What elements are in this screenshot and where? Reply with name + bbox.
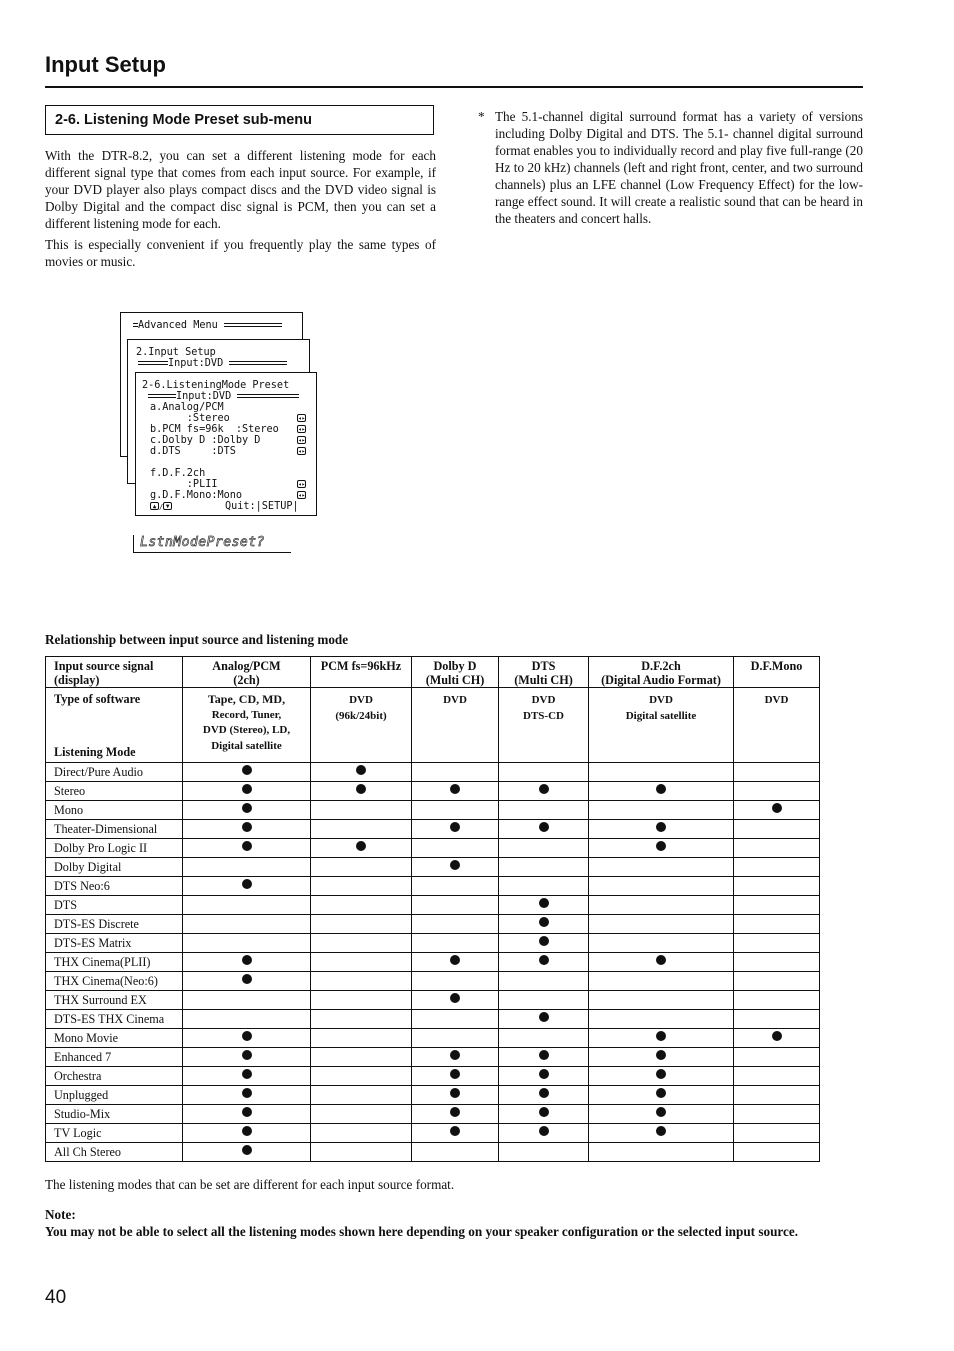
- compatibility-cell: [734, 1086, 820, 1105]
- listening-mode-name: DTS-ES Matrix: [46, 934, 183, 953]
- supported-dot-icon: [772, 1031, 782, 1041]
- supported-dot-icon: [539, 1050, 549, 1060]
- table-heading: Relationship between input source and listening mode: [45, 632, 349, 647]
- compatibility-cell: [499, 820, 589, 839]
- table-row: [46, 972, 820, 991]
- compatibility-cell: [734, 877, 820, 896]
- supported-dot-icon: [450, 1069, 460, 1079]
- listening-mode-name: Stereo: [46, 782, 183, 801]
- compatibility-cell: [183, 877, 311, 896]
- compatibility-cell: [499, 782, 589, 801]
- lcd-display-text: LstnModePreset?: [133, 535, 291, 553]
- supported-dot-icon: [242, 1107, 252, 1117]
- compatibility-cell: [311, 991, 412, 1010]
- osd-line: :Stereo: [150, 413, 230, 424]
- table-row: [46, 953, 820, 972]
- supported-dot-icon: [242, 1126, 252, 1136]
- compatibility-cell: [311, 915, 412, 934]
- listening-mode-name: Orchestra: [46, 1067, 183, 1086]
- compatibility-cell: [499, 896, 589, 915]
- compatibility-cell: [311, 1067, 412, 1086]
- supported-dot-icon: [656, 784, 666, 794]
- compatibility-cell: [589, 839, 734, 858]
- table-row: [46, 1124, 820, 1143]
- osd-line[interactable]: b.PCM fs=96k :Stereo: [150, 424, 279, 435]
- compatibility-cell: [183, 1105, 311, 1124]
- compatibility-cell: [412, 1048, 499, 1067]
- compatibility-cell: [499, 991, 589, 1010]
- left-right-icon: ◂▸: [298, 415, 306, 422]
- osd-menu-listening-mode-preset: 2-6.ListeningMode Preset Input:DVD a.Analog/PCM :Stereo b.PCM fs=96k :Stereo c.Dolby D :Dolby D d.DTS :DTS f.D.F.2ch :PLII g.D.F.Mono:Mono ◂▸ ◂▸ ◂▸ ◂▸ ◂▸ ◂▸ ▲ / ▼ Quit:|SETUP|: [135, 372, 317, 516]
- table-row: [46, 839, 820, 858]
- compatibility-cell: [499, 972, 589, 991]
- compatibility-cell: [499, 1124, 589, 1143]
- supported-dot-icon: [539, 898, 549, 908]
- compatibility-cell: [183, 1143, 311, 1162]
- supported-dot-icon: [450, 1050, 460, 1060]
- compatibility-cell: [589, 972, 734, 991]
- compatibility-cell: [499, 953, 589, 972]
- listening-mode-name: Enhanced 7: [46, 1048, 183, 1067]
- software-cell: DVD DTS-CD: [499, 688, 589, 763]
- compatibility-cell: [311, 1048, 412, 1067]
- compatibility-cell: [412, 953, 499, 972]
- note-label: Note:: [45, 1207, 76, 1222]
- supported-dot-icon: [539, 1126, 549, 1136]
- supported-dot-icon: [242, 841, 252, 851]
- compatibility-cell: [499, 801, 589, 820]
- compatibility-cell: [412, 877, 499, 896]
- compatibility-cell: [499, 1029, 589, 1048]
- supported-dot-icon: [242, 822, 252, 832]
- osd-input-setup-title: 2.Input Setup: [136, 347, 216, 358]
- compatibility-cell: [734, 1048, 820, 1067]
- page-number: 40: [45, 1287, 67, 1308]
- compatibility-cell: [499, 1067, 589, 1086]
- compatibility-cell: [734, 953, 820, 972]
- left-right-icon: ◂▸: [298, 448, 306, 455]
- footnote-text: The 5.1-channel digital surround format has a variety of versions including Dolby Digital and DTS. The 5.1- channel digital surround format enables you to individually record and play five full-range (20 Hz to 20 kHz) channels (left and right front, center, and two surround channels) plus an LFE channel (Low Frequency Effect) for the low-range effect sound. It will create a realistic sound that can be heard in the theaters and concert halls.: [495, 109, 863, 226]
- table-row: [46, 763, 820, 782]
- listening-mode-table: [45, 656, 820, 1162]
- up-arrow-icon: ▲: [150, 502, 159, 510]
- compatibility-cell: [589, 1010, 734, 1029]
- compatibility-cell: [183, 1067, 311, 1086]
- compatibility-cell: [412, 801, 499, 820]
- osd-preset-title: 2-6.ListeningMode Preset: [142, 380, 290, 391]
- compatibility-cell: [734, 972, 820, 991]
- supported-dot-icon: [242, 1069, 252, 1079]
- listening-mode-name: DTS-ES THX Cinema: [46, 1010, 183, 1029]
- listening-mode-name: DTS-ES Discrete: [46, 915, 183, 934]
- compatibility-cell: [589, 782, 734, 801]
- compatibility-cell: [734, 820, 820, 839]
- compatibility-cell: [734, 934, 820, 953]
- table-row: [46, 782, 820, 801]
- compatibility-cell: [183, 896, 311, 915]
- supported-dot-icon: [450, 1088, 460, 1098]
- compatibility-cell: [412, 1086, 499, 1105]
- header-column: DTS (Multi CH): [499, 657, 589, 688]
- compatibility-cell: [589, 896, 734, 915]
- note-text: You may not be able to select all the listening modes shown here depending on your speaker configuration or the selected input source.: [45, 1224, 799, 1239]
- compatibility-cell: [183, 858, 311, 877]
- supported-dot-icon: [656, 822, 666, 832]
- compatibility-cell: [734, 1124, 820, 1143]
- compatibility-cell: [412, 1143, 499, 1162]
- software-cell: DVD: [734, 688, 820, 763]
- down-arrow-icon: ▼: [163, 502, 172, 510]
- compatibility-cell: [589, 1067, 734, 1086]
- supported-dot-icon: [450, 955, 460, 965]
- compatibility-cell: [311, 1029, 412, 1048]
- compatibility-cell: [183, 1029, 311, 1048]
- supported-dot-icon: [450, 784, 460, 794]
- compatibility-cell: [183, 1048, 311, 1067]
- header-column: D.F.2ch (Digital Audio Format): [589, 657, 734, 688]
- supported-dot-icon: [772, 803, 782, 813]
- supported-dot-icon: [656, 955, 666, 965]
- compatibility-cell: [589, 858, 734, 877]
- supported-dot-icon: [242, 1050, 252, 1060]
- compatibility-cell: [183, 991, 311, 1010]
- osd-line[interactable]: c.Dolby D :Dolby D: [150, 435, 261, 446]
- compatibility-cell: [589, 1143, 734, 1162]
- left-right-icon: ◂▸: [298, 437, 306, 444]
- compatibility-cell: [412, 1010, 499, 1029]
- compatibility-cell: [311, 877, 412, 896]
- compatibility-cell: [499, 1048, 589, 1067]
- compatibility-cell: [499, 934, 589, 953]
- supported-dot-icon: [656, 1107, 666, 1117]
- compatibility-cell: [311, 801, 412, 820]
- software-cell: Tape, CD, MD, Record, Tuner, DVD (Stereo), LD, Digital satellite: [183, 688, 311, 763]
- table-row: [46, 1029, 820, 1048]
- compatibility-cell: [734, 1067, 820, 1086]
- compatibility-cell: [412, 839, 499, 858]
- supported-dot-icon: [539, 936, 549, 946]
- osd-line[interactable]: a.Analog/PCM: [150, 402, 224, 413]
- compatibility-cell: [183, 801, 311, 820]
- supported-dot-icon: [539, 1088, 549, 1098]
- table-header-row: [46, 657, 820, 688]
- compatibility-cell: [412, 858, 499, 877]
- compatibility-cell: [589, 934, 734, 953]
- compatibility-cell: [734, 858, 820, 877]
- listening-mode-label: Listening Mode: [54, 745, 136, 759]
- supported-dot-icon: [656, 1069, 666, 1079]
- compatibility-cell: [589, 820, 734, 839]
- supported-dot-icon: [450, 860, 460, 870]
- header-column: D.F.Mono: [734, 657, 820, 688]
- table-row: [46, 1105, 820, 1124]
- compatibility-cell: [589, 1029, 734, 1048]
- compatibility-cell: [311, 972, 412, 991]
- table-row: [46, 1048, 820, 1067]
- compatibility-cell: [311, 858, 412, 877]
- compatibility-cell: [734, 782, 820, 801]
- osd-preset-sub: Input:DVD: [176, 391, 232, 402]
- left-right-icon: ◂▸: [298, 426, 306, 433]
- table-row: [46, 1067, 820, 1086]
- compatibility-cell: [589, 763, 734, 782]
- software-row: [46, 688, 820, 763]
- compatibility-cell: [183, 934, 311, 953]
- compatibility-cell: [412, 934, 499, 953]
- listening-mode-name: Studio-Mix: [46, 1105, 183, 1124]
- compatibility-cell: [311, 763, 412, 782]
- compatibility-cell: [499, 763, 589, 782]
- compatibility-cell: [589, 801, 734, 820]
- supported-dot-icon: [656, 841, 666, 851]
- compatibility-cell: [589, 1105, 734, 1124]
- footnote-marker: *: [478, 109, 485, 124]
- table-row: [46, 801, 820, 820]
- compatibility-cell: [183, 782, 311, 801]
- supported-dot-icon: [656, 1031, 666, 1041]
- table-row: [46, 1143, 820, 1162]
- supported-dot-icon: [242, 1088, 252, 1098]
- title-rule: [45, 86, 863, 88]
- compatibility-cell: [412, 763, 499, 782]
- supported-dot-icon: [242, 879, 252, 889]
- header-column: Analog/PCM (2ch): [183, 657, 311, 688]
- compatibility-cell: [412, 1124, 499, 1143]
- compatibility-cell: [183, 1086, 311, 1105]
- supported-dot-icon: [242, 784, 252, 794]
- supported-dot-icon: [656, 1088, 666, 1098]
- compatibility-cell: [734, 1029, 820, 1048]
- supported-dot-icon: [539, 1107, 549, 1117]
- osd-line[interactable]: g.D.F.Mono:Mono: [150, 490, 243, 501]
- compatibility-cell: [589, 1048, 734, 1067]
- compatibility-cell: [499, 858, 589, 877]
- software-cell: DVD (96k/24bit): [311, 688, 412, 763]
- compatibility-cell: [734, 1143, 820, 1162]
- listening-mode-name: Mono Movie: [46, 1029, 183, 1048]
- after-table-text: The listening modes that can be set are different for each input source format.: [45, 1177, 455, 1192]
- compatibility-cell: [311, 1124, 412, 1143]
- supported-dot-icon: [242, 765, 252, 775]
- compatibility-cell: [183, 972, 311, 991]
- osd-advanced-title: Advanced Menu: [138, 320, 218, 331]
- software-cell: DVD Digital satellite: [589, 688, 734, 763]
- compatibility-cell: [589, 1124, 734, 1143]
- compatibility-cell: [412, 991, 499, 1010]
- listening-mode-name: THX Surround EX: [46, 991, 183, 1010]
- left-right-icon: ◂▸: [298, 492, 306, 499]
- compatibility-cell: [183, 1010, 311, 1029]
- table-row: [46, 934, 820, 953]
- compatibility-cell: [499, 1010, 589, 1029]
- compatibility-cell: [412, 1029, 499, 1048]
- compatibility-cell: [499, 1143, 589, 1162]
- listening-mode-name: THX Cinema(Neo:6): [46, 972, 183, 991]
- supported-dot-icon: [539, 784, 549, 794]
- compatibility-cell: [734, 763, 820, 782]
- compatibility-cell: [499, 1105, 589, 1124]
- left-right-icon: ◂▸: [298, 481, 306, 488]
- listening-mode-name: THX Cinema(PLII): [46, 953, 183, 972]
- supported-dot-icon: [539, 955, 549, 965]
- supported-dot-icon: [356, 784, 366, 794]
- table-row: [46, 1086, 820, 1105]
- supported-dot-icon: [539, 1069, 549, 1079]
- listening-mode-name: Direct/Pure Audio: [46, 763, 183, 782]
- listening-mode-name: Mono: [46, 801, 183, 820]
- compatibility-cell: [412, 1105, 499, 1124]
- compatibility-cell: [734, 1010, 820, 1029]
- compatibility-cell: [412, 915, 499, 934]
- compatibility-cell: [734, 915, 820, 934]
- compatibility-cell: [311, 1010, 412, 1029]
- osd-line[interactable]: f.D.F.2ch: [150, 468, 206, 479]
- software-label-cell: Type of software Listening Mode: [46, 688, 183, 763]
- osd-line[interactable]: d.DTS :DTS: [150, 446, 236, 457]
- software-cell: DVD: [412, 688, 499, 763]
- compatibility-cell: [183, 839, 311, 858]
- compatibility-cell: [734, 896, 820, 915]
- compatibility-cell: [311, 953, 412, 972]
- compatibility-cell: [311, 934, 412, 953]
- supported-dot-icon: [242, 1145, 252, 1155]
- compatibility-cell: [311, 896, 412, 915]
- compatibility-cell: [311, 1143, 412, 1162]
- section-title: 2-6. Listening Mode Preset sub-menu: [45, 105, 434, 135]
- compatibility-cell: [589, 1086, 734, 1105]
- listening-mode-name: Dolby Pro Logic II: [46, 839, 183, 858]
- supported-dot-icon: [242, 803, 252, 813]
- intro-paragraph-2: This is especially convenient if you frequently play the same types of movies or music.: [45, 237, 436, 269]
- header-column: PCM fs=96kHz: [311, 657, 412, 688]
- header-column: Dolby D (Multi CH): [412, 657, 499, 688]
- header-input-source: Input source signal (display): [46, 657, 183, 688]
- supported-dot-icon: [450, 1107, 460, 1117]
- compatibility-cell: [499, 915, 589, 934]
- compatibility-cell: [311, 820, 412, 839]
- listening-mode-name: Unplugged: [46, 1086, 183, 1105]
- compatibility-cell: [183, 820, 311, 839]
- osd-quit-hint: Quit:|SETUP|: [225, 501, 299, 512]
- intro-paragraph-1: With the DTR-8.2, you can set a different listening mode for each different signal type that comes from each input source. For example, if your DVD player also plays compact discs and the DVD video signal is Dolby Digital and the compact disc signal is PCM, then you can set a different listening mode for each.: [45, 148, 436, 231]
- compatibility-cell: [311, 1086, 412, 1105]
- supported-dot-icon: [539, 917, 549, 927]
- listening-mode-name: Dolby Digital: [46, 858, 183, 877]
- supported-dot-icon: [242, 955, 252, 965]
- compatibility-cell: [412, 820, 499, 839]
- supported-dot-icon: [356, 841, 366, 851]
- table-row: [46, 915, 820, 934]
- compatibility-cell: [499, 839, 589, 858]
- supported-dot-icon: [356, 765, 366, 775]
- compatibility-cell: [734, 801, 820, 820]
- compatibility-cell: [734, 991, 820, 1010]
- compatibility-cell: [589, 953, 734, 972]
- supported-dot-icon: [539, 1012, 549, 1022]
- table-row: [46, 1010, 820, 1029]
- compatibility-cell: [589, 991, 734, 1010]
- listening-mode-name: All Ch Stereo: [46, 1143, 183, 1162]
- listening-mode-name: TV Logic: [46, 1124, 183, 1143]
- compatibility-cell: [734, 1105, 820, 1124]
- listening-mode-name: DTS Neo:6: [46, 877, 183, 896]
- compatibility-cell: [589, 915, 734, 934]
- supported-dot-icon: [450, 1126, 460, 1136]
- supported-dot-icon: [242, 1031, 252, 1041]
- table-row: [46, 896, 820, 915]
- compatibility-cell: [183, 915, 311, 934]
- supported-dot-icon: [656, 1126, 666, 1136]
- supported-dot-icon: [242, 974, 252, 984]
- compatibility-cell: [311, 782, 412, 801]
- supported-dot-icon: [450, 993, 460, 1003]
- compatibility-cell: [412, 972, 499, 991]
- compatibility-cell: [311, 839, 412, 858]
- osd-input-setup-sub: Input:DVD: [168, 358, 224, 369]
- table-row: [46, 877, 820, 896]
- compatibility-cell: [412, 782, 499, 801]
- compatibility-cell: [589, 877, 734, 896]
- compatibility-cell: [412, 896, 499, 915]
- table-row: [46, 858, 820, 877]
- supported-dot-icon: [450, 822, 460, 832]
- compatibility-cell: [499, 1086, 589, 1105]
- compatibility-cell: [183, 763, 311, 782]
- compatibility-cell: [499, 877, 589, 896]
- compatibility-cell: [183, 953, 311, 972]
- page-title: Input Setup: [45, 52, 166, 77]
- compatibility-cell: [311, 1105, 412, 1124]
- compatibility-cell: [734, 839, 820, 858]
- supported-dot-icon: [539, 822, 549, 832]
- osd-line: :PLII: [150, 479, 218, 490]
- table-row: [46, 991, 820, 1010]
- listening-mode-name: Theater-Dimensional: [46, 820, 183, 839]
- supported-dot-icon: [656, 1050, 666, 1060]
- compatibility-cell: [183, 1124, 311, 1143]
- compatibility-cell: [412, 1067, 499, 1086]
- listening-mode-name: DTS: [46, 896, 183, 915]
- table-row: [46, 820, 820, 839]
